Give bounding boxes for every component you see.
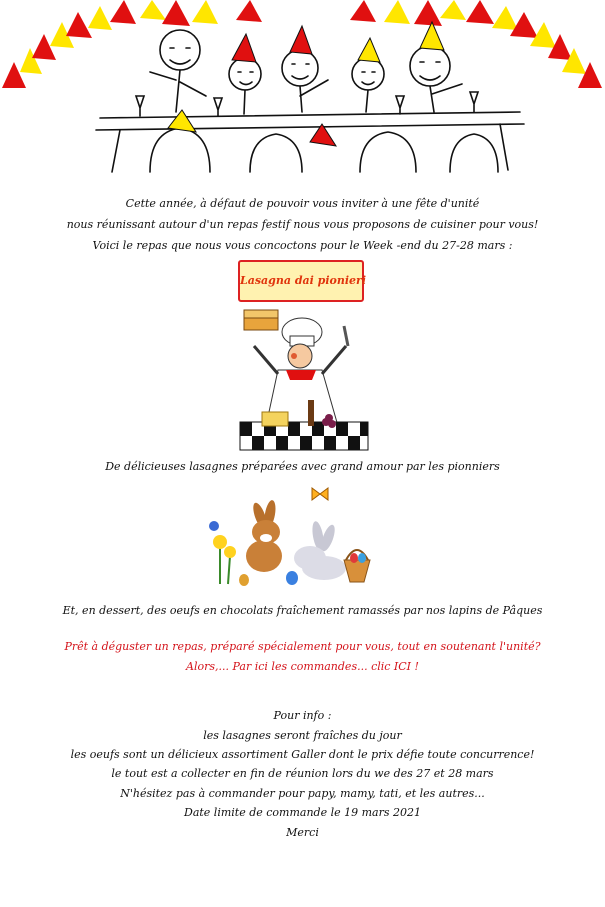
chef-illustration	[238, 306, 370, 452]
dessert-caption: Et, en dessert, des oeufs en chocolats fraîchement ramassés par nos lapins de Pâques	[62, 604, 543, 617]
lasagna-caption: De délicieuses lasagnes préparées avec grand amour par les pionniers	[105, 460, 500, 473]
lasagna-sign: Lasagna dai pionieri	[238, 260, 364, 302]
cta-order-link[interactable]: Alors,... Par ici les commandes... clic ICI !	[186, 660, 419, 673]
intro-line-3: Voici le repas que nous vous concoctons pour le Week -end du 27-28 mars :	[92, 239, 513, 252]
info-line-thanks: Merci	[286, 826, 319, 839]
cta-line-1: Prêt à déguster un repas, préparé spécialement pour vous, tout en soutenant l'unité?	[64, 640, 541, 653]
party-banner-illustration	[0, 0, 605, 175]
info-title: Pour info :	[273, 709, 332, 722]
intro-line-2: nous réunissant autour d'un repas festif nous vous proposons de cuisiner pour vous!	[66, 218, 539, 231]
info-line-deadline: Date limite de commande le 19 mars 2021	[184, 806, 421, 819]
info-line-collect: le tout est a collecter en fin de réunion lors du we des 27 et 28 mars	[111, 767, 494, 780]
bunny-icon	[209, 488, 370, 586]
info-line-order-for-others: N'hésitez pas à commander pour papy, mamy, tati, et les autres...	[120, 787, 485, 800]
easter-bunnies-illustration	[204, 486, 374, 586]
info-line-eggs: les oeufs sont un délicieux assortiment Galler dont le prix défie toute concurrence!	[70, 748, 535, 761]
intro-line-1: Cette année, à défaut de pouvoir vous inviter à une fête d'unité	[125, 197, 480, 210]
info-line-lasagna: les lasagnes seront fraîches du jour	[203, 729, 402, 742]
chef-icon	[240, 310, 368, 450]
